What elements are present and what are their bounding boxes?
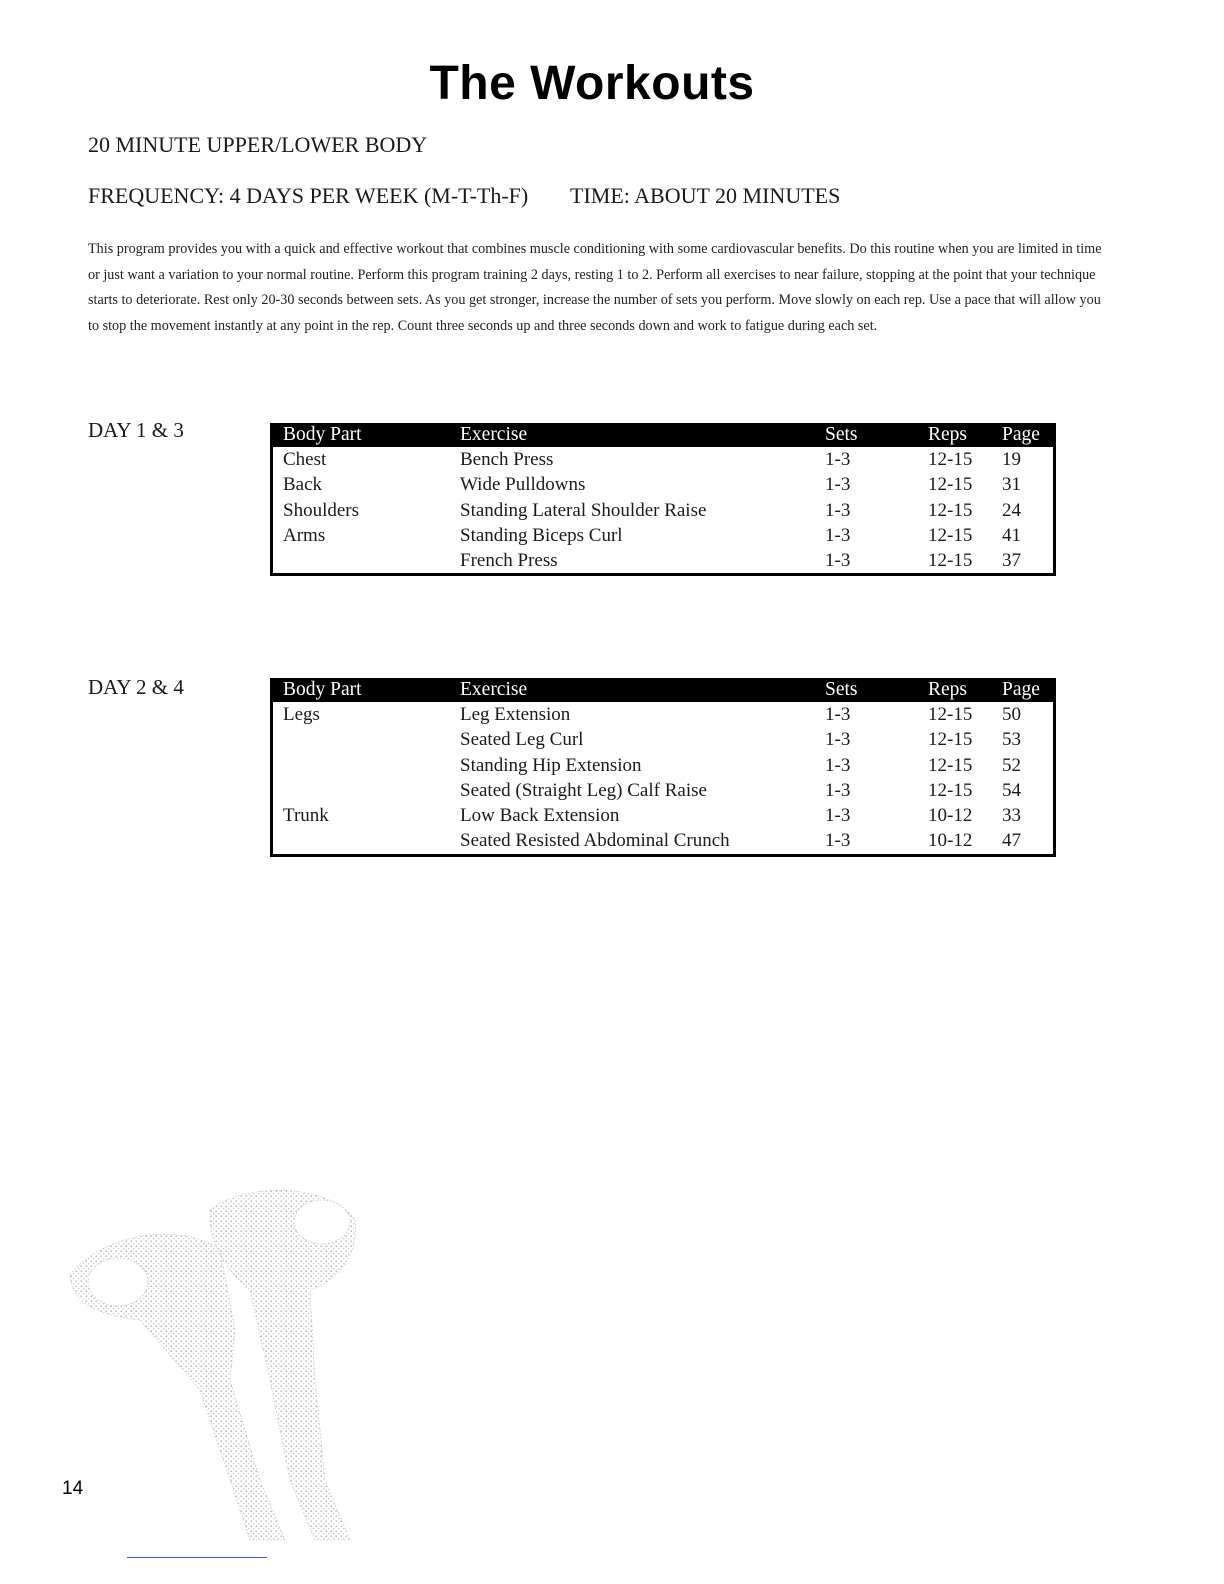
- table-row: [273, 472, 1053, 497]
- cell-exercise: Seated Resisted Abdominal Crunch: [460, 830, 730, 852]
- cell-page: 24: [1002, 499, 1021, 521]
- cell-exercise: Standing Hip Extension: [460, 754, 642, 776]
- program-description: This program provides you with a quick and effective workout that combines muscle conditioning with some cardiovascular benefits. Do this routine when you are limited in time or just want a variation to your normal routine. Perform this program training 2 days, resting 1 to 2. Perform all exercises to near failure, stopping at the point that your technique starts to deteriorate. Rest only 20-30 seconds between sets. As you get stronger, increase the number of sets you perform. Move slowly on each rep. Use a pace that will allow you to stop the movement instantly at any point in the rep. Count three seconds up and three seconds down and work to fatigue during each set.: [88, 241, 1102, 334]
- cell-page: 54: [1002, 779, 1021, 801]
- cell-sets: 1-3: [825, 830, 851, 852]
- cell-page: 33: [1002, 805, 1021, 827]
- cell-reps: 10-12: [928, 805, 973, 827]
- page-number: 14: [62, 1478, 84, 1499]
- cell-page: 41: [1002, 524, 1021, 546]
- cell-sets: 1-3: [825, 754, 851, 776]
- header-reps: Reps: [928, 424, 967, 445]
- cell-body-part: Legs: [283, 704, 320, 725]
- cell-reps: 12-15: [928, 779, 973, 801]
- cell-page: 52: [1002, 754, 1021, 776]
- header-exercise: Exercise: [460, 424, 528, 445]
- table-row: [273, 753, 1053, 778]
- cell-exercise: Seated Leg Curl: [460, 729, 584, 751]
- cell-reps: 10-12: [928, 830, 973, 852]
- day-label: DAY 2 & 4: [88, 675, 184, 699]
- workout-table-day1: [270, 423, 1056, 576]
- cell-reps: 12-15: [928, 729, 973, 751]
- header-body-part: Body Part: [283, 679, 362, 700]
- cell-body-part: Arms: [283, 524, 326, 546]
- cell-exercise: Seated (Straight Leg) Calf Raise: [460, 779, 707, 801]
- header-reps: Reps: [928, 679, 967, 700]
- cell-exercise: French Press: [460, 550, 558, 572]
- cell-sets: 1-3: [825, 499, 851, 521]
- page-title: The Workouts: [429, 57, 755, 110]
- cell-body-part: Back: [283, 474, 323, 496]
- table-row: [273, 523, 1053, 548]
- cell-sets: 1-3: [825, 449, 851, 470]
- table-row: [273, 727, 1053, 752]
- cell-body-part: Trunk: [283, 805, 329, 827]
- workout-table-day2: [270, 678, 1056, 857]
- cell-body-part: Shoulders: [283, 499, 359, 521]
- cell-sets: 1-3: [825, 524, 851, 546]
- footer-divider: [127, 1557, 267, 1558]
- cell-sets: 1-3: [825, 729, 851, 751]
- cell-page: 31: [1002, 474, 1021, 496]
- table-row: [273, 803, 1053, 828]
- stippled-equipment-illustration-icon: [60, 1180, 380, 1560]
- cell-reps: 12-15: [928, 524, 973, 546]
- header-sets: Sets: [825, 679, 858, 700]
- header-exercise: Exercise: [460, 679, 528, 700]
- cell-page: 19: [1002, 449, 1021, 470]
- cell-sets: 1-3: [825, 779, 851, 801]
- table-row: [273, 548, 1053, 573]
- program-subtitle: 20 MINUTE UPPER/LOWER BODY: [88, 132, 428, 157]
- frequency-text: FREQUENCY: 4 DAYS PER WEEK (M-T-Th-F): [88, 183, 529, 208]
- cell-reps: 12-15: [928, 449, 973, 470]
- header-page: Page: [1002, 424, 1040, 445]
- header-body-part: Body Part: [283, 424, 362, 445]
- table-row: [273, 778, 1053, 803]
- day-label: DAY 1 & 3: [88, 418, 184, 442]
- cell-body-part: Chest: [283, 449, 327, 470]
- cell-sets: 1-3: [825, 805, 851, 827]
- header-sets: Sets: [825, 424, 858, 445]
- cell-sets: 1-3: [825, 704, 851, 725]
- cell-exercise: Leg Extension: [460, 704, 571, 725]
- cell-exercise: Bench Press: [460, 449, 554, 470]
- cell-reps: 12-15: [928, 499, 973, 521]
- cell-exercise: Standing Biceps Curl: [460, 524, 623, 546]
- cell-reps: 12-15: [928, 474, 973, 496]
- cell-sets: 1-3: [825, 474, 851, 496]
- table-row: [273, 828, 1053, 853]
- table-row: [273, 498, 1053, 523]
- cell-reps: 12-15: [928, 704, 973, 725]
- cell-page: 53: [1002, 729, 1021, 751]
- cell-exercise: Standing Lateral Shoulder Raise: [460, 499, 707, 521]
- cell-page: 47: [1002, 830, 1021, 852]
- cell-sets: 1-3: [825, 550, 851, 572]
- cell-page: 37: [1002, 550, 1021, 572]
- time-text: TIME: ABOUT 20 MINUTES: [570, 183, 841, 208]
- cell-reps: 12-15: [928, 550, 973, 572]
- cell-page: 50: [1002, 704, 1021, 725]
- table-header: [273, 678, 1053, 702]
- header-page: Page: [1002, 679, 1040, 700]
- cell-exercise: Low Back Extension: [460, 805, 620, 827]
- cell-exercise: Wide Pulldowns: [460, 474, 586, 496]
- table-header: [273, 423, 1053, 447]
- table-row: [273, 702, 1053, 727]
- cell-reps: 12-15: [928, 754, 973, 776]
- table-row: [273, 447, 1053, 472]
